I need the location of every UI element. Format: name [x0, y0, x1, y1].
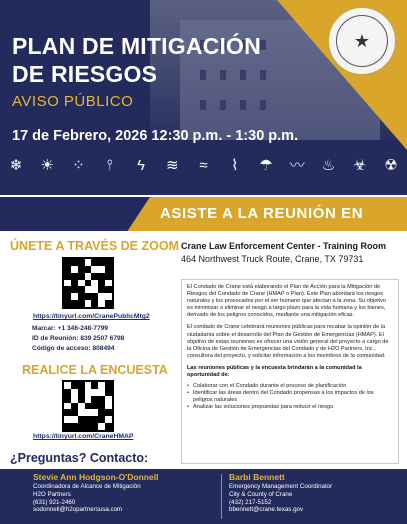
- contact-1-role: Coordinadora de Alcance de Mitigación: [33, 483, 141, 490]
- contact-2-name: Barbi Bennett: [229, 472, 285, 482]
- contact-1-org: H2O Partners: [33, 490, 71, 498]
- list-item: • Identificar las áreas dentro del Condado propensas a los impactos de los peligros naturales: [187, 390, 393, 404]
- meeting-datetime: 17 de Febrero, 2026 12:30 p.m. - 1:30 p.m.: [12, 128, 299, 144]
- contact-2-org: City & County of Crane: [229, 490, 293, 498]
- location-name: Crane Law Enforcement Center - Training Room: [181, 241, 387, 251]
- description-box: [181, 279, 399, 464]
- list-item: • Colaborar con el Condado durante el proceso de planificación: [187, 383, 393, 390]
- zoom-link[interactable]: https://tinyurl.com/CranePublicMtg2: [33, 313, 150, 320]
- banner-text: ASISTE A LA REUNIÓN EN: [160, 205, 364, 222]
- survey-qr-code[interactable]: [62, 380, 114, 432]
- zoom-meeting-id: ID de Reunión: 839 2507 6798: [32, 335, 125, 342]
- contact-2-role: Emergency Management Coordinator: [229, 483, 333, 490]
- county-seal: [327, 6, 397, 76]
- contact-2-details: [229, 483, 332, 514]
- star-icon: ★: [336, 15, 388, 67]
- questions-heading: ¿Preguntas? Contacto:: [10, 451, 149, 465]
- fire-icon: ♨: [321, 157, 336, 174]
- contact-2-phone: (432) 217-5152: [229, 498, 272, 506]
- radiation-icon: ☢: [384, 157, 398, 174]
- page-subtitle: AVISO PÚBLICO: [12, 93, 134, 110]
- zoom-qr-code[interactable]: [62, 257, 114, 309]
- footer-divider: [221, 474, 222, 519]
- bullet-list: [187, 383, 393, 411]
- zoom-passcode: Código de acceso: 808494: [32, 345, 115, 352]
- zoom-phone: Marcar: +1 346-248-7799: [32, 325, 109, 332]
- paragraph-1: El Condado de Crane está elaborando el Plan de Acción para la Mitigación de Riesgos del Condado de Crane (HMAP o Plan). Este Plan abordará los riesgos naturales y los provocados por el ser humano que afectan a la zona. Su objetivo es minimizar o eliminar el riesgo a largo plazo para la vida humana y los bienes, derivado de los peligros conocidos, mediante una mitigación eficaz.: [187, 284, 387, 319]
- survey-heading: REALICE LA ENCUESTA: [22, 363, 168, 377]
- drought-icon: ⌇: [231, 157, 239, 174]
- contact-1-details: [33, 483, 141, 514]
- title-line-1: PLAN DE MITIGACIÓN: [12, 33, 261, 59]
- survey-link[interactable]: https://tinyurl.com/CraneHMAP: [33, 433, 134, 440]
- tornado-icon: ≋: [165, 157, 179, 174]
- page-title: [12, 32, 261, 88]
- contact-1-phone: (631) 921-2460: [33, 498, 76, 506]
- snowflake-icon: ❄: [9, 157, 23, 174]
- contact-2-email[interactable]: bbennett@crane.texas.gov: [229, 506, 304, 514]
- thermometer-icon: ⫯: [106, 157, 114, 174]
- contact-1-name: Stevie Ann Hodgson-O'Donnell: [33, 472, 159, 482]
- title-line-2: DE RIESGOS: [12, 61, 158, 87]
- banner-accent: [0, 197, 150, 231]
- paragraph-2: El condado de Crane celebrará reuniones públicas para recabar la opinión de la ciudadanía sobre el desarrollo del Plan de Gestión de Emergencias (HMAP). El objetivo de estas reuniones es ofrecer una visión general del proyecto a cargo de la Oficina de Gestión de Emergencias del Condado y de H2O Partners, Inc., consultora del proyecto, y solicitar información a los miembros de la comunidad.: [187, 324, 389, 359]
- zoom-details: [32, 324, 124, 354]
- paragraph-3: Las reuniones públicas y la encuesta brindarán a la comunidad la oportunidad de:: [187, 364, 362, 379]
- contact-1-email[interactable]: sodonnell@h2opartnersusa.com: [33, 506, 123, 514]
- rain-icon: ☂: [259, 157, 273, 174]
- wave-icon: ≈: [199, 157, 208, 174]
- lightning-icon: ϟ: [137, 157, 145, 174]
- hazard-icon-row: [6, 156, 401, 176]
- wind-icon: 〰: [289, 157, 305, 174]
- biohazard-icon: ☣: [353, 157, 367, 174]
- zoom-heading: ÚNETE A TRAVÉS DE ZOOM: [10, 239, 179, 253]
- hail-icon: ⁘: [72, 157, 85, 174]
- list-item: • Analizar las soluciones propuestas para reducir el riesgo.: [187, 404, 393, 411]
- sun-icon: ☀: [40, 157, 54, 174]
- location-address: 464 Northwest Truck Route, Crane, TX 79731: [181, 254, 364, 264]
